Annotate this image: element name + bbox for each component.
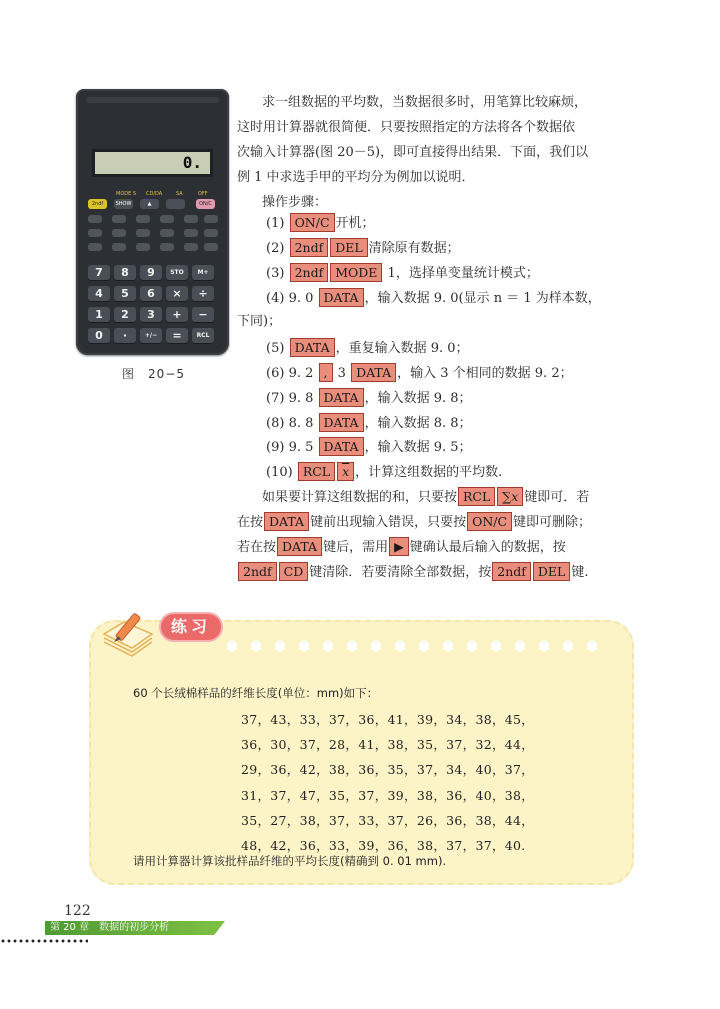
para-text: 键前出现输入错误，只要按 (310, 515, 467, 530)
key-data: DATA (319, 388, 364, 407)
key-2ndf: 2ndf (290, 263, 329, 282)
key-comma: , (319, 363, 333, 382)
step-text: 开机； (335, 216, 375, 231)
step-2 (266, 238, 460, 258)
key-rcl: RCL (458, 487, 495, 506)
step-value: 8. 8 (288, 416, 314, 431)
para2-line-1 (262, 487, 589, 507)
calc-key-up: ▲ (140, 199, 159, 209)
key-data: DATA (319, 413, 364, 432)
step-text: ，输入数据 9. 8； (364, 391, 472, 406)
data-row: 29，36，42，38，36，35，37，34，40，37， (241, 762, 535, 777)
step-text: ，输入数据 9. 0(显示 n ＝ 1 为样本数， (364, 291, 601, 306)
mode-label: OFF (198, 191, 208, 197)
mode-label: SA (176, 191, 183, 197)
calc-key-fn (204, 215, 218, 223)
step-value: 3 (337, 366, 346, 381)
calc-key-fn (184, 229, 198, 237)
step-text: ，重复输入数据 9. 0； (335, 341, 469, 356)
step-text: ，输入数据 8. 8； (364, 416, 472, 431)
calc-key-fn (112, 215, 126, 223)
mode-label: MODE S (116, 191, 137, 197)
key-x-bar: $\overline{x}$ (337, 462, 354, 481)
step-value: 9. 5 (288, 440, 314, 455)
mode-label: CD/DA (146, 191, 163, 197)
key-data: DATA (351, 363, 396, 382)
key-rcl: RCL (298, 462, 335, 481)
intro-line: 这时用计算器就很简便．只要按照指定的方法将各个数据依 (237, 120, 576, 135)
data-row: 37，43，33，37，36，41，39，34，38，45， (241, 712, 535, 727)
intro-line: 例 1 中求选手甲的平均分为例加以说明． (237, 170, 475, 185)
calc-key-rcl: RCL (192, 328, 214, 343)
calc-key-fn (88, 215, 102, 223)
calc-key-fn (184, 215, 198, 223)
step-1 (266, 213, 375, 233)
calc-key-sign: +/− (140, 328, 162, 343)
step-10 (266, 462, 502, 482)
para-text: 键清除．若要清除全部数据，按 (309, 565, 492, 580)
calc-key-9: 9 (140, 265, 162, 280)
step-number: (8) (266, 416, 285, 431)
key-data: DATA (264, 512, 309, 531)
para2-line-2 (237, 512, 591, 532)
calc-key-4: 4 (88, 286, 110, 301)
calc-key-fn (112, 243, 126, 251)
key-sum-x: ∑x (497, 487, 523, 506)
calc-key-0: 0 (88, 328, 110, 343)
calc-key-divide: ÷ (192, 286, 214, 301)
calc-key-fn (112, 229, 126, 237)
step-3 (266, 263, 539, 283)
notebook-pencil-icon (98, 604, 160, 662)
page-number: 122 (64, 903, 91, 919)
calc-key-6: 6 (140, 286, 162, 301)
calculator-brand-strip (86, 97, 219, 103)
calc-key-times: × (166, 286, 188, 301)
chapter-label: 第 20 章 数据的初步分析 (50, 922, 170, 933)
calc-key-8: 8 (114, 265, 136, 280)
step-8 (266, 413, 472, 433)
steps-title: 操作步骤： (262, 195, 328, 210)
calc-key-fn (160, 229, 174, 237)
calc-key-sto: STO (166, 265, 188, 280)
step-value: 9. 2 (288, 366, 314, 381)
para2-line-3 (237, 537, 566, 557)
key-2ndf: 2ndf (492, 562, 531, 581)
step-number: (6) (266, 366, 285, 381)
key-on-c: ON/C (467, 512, 512, 531)
calc-key-equals: = (166, 328, 188, 343)
para-text: 在按 (237, 515, 264, 530)
exercise-intro: 60 个长绒棉样品的纤维长度(单位：mm)如下： (133, 686, 379, 700)
step-value: 9. 8 (288, 391, 314, 406)
key-data: DATA (319, 288, 364, 307)
calc-key-blank (166, 199, 185, 209)
key-2ndf: 2ndf (238, 562, 277, 581)
calculator-display: 0. (92, 149, 213, 177)
para-text: 如果要计算这组数据的和，只要按 (262, 490, 458, 505)
step-number: (7) (266, 391, 285, 406)
key-data: DATA (290, 338, 335, 357)
para-text: 若在按 (237, 540, 277, 555)
step-number: (3) (266, 266, 285, 281)
para-text: 键确认最后输入的数据，按 (409, 540, 566, 555)
step-text: ，计算这组数据的平均数. (355, 465, 503, 480)
para-text: 键. (571, 565, 589, 580)
key-del: DEL (533, 562, 570, 581)
calc-key-fn (160, 215, 174, 223)
key-del: DEL (330, 238, 367, 257)
step-number: (1) (266, 216, 285, 231)
calc-key-plus: + (166, 307, 188, 322)
calc-key-on: ON/C (196, 199, 215, 209)
key-data: DATA (277, 537, 322, 556)
step-number: (9) (266, 440, 285, 455)
key-2ndf: 2ndf (290, 238, 329, 257)
para-text: 键后，需用 (323, 540, 389, 555)
step-4-continued: 下同)； (237, 314, 282, 329)
key-data: DATA (319, 437, 364, 456)
calc-key-dot: · (114, 328, 136, 343)
step-text: 1，选择单变量统计模式； (387, 266, 539, 281)
para-text: 键即可删除； (513, 515, 592, 530)
figure-caption: 图 20−5 (122, 367, 185, 381)
calc-key-1: 1 (88, 307, 110, 322)
intro-line: 次输入计算器(图 20－5)，即可直接得出结果．下面，我们以 (237, 145, 589, 160)
step-6 (266, 363, 573, 383)
step-5 (266, 338, 469, 358)
step-number: (10) (266, 465, 293, 480)
data-row: 31，37，47，35，37，39，38，36，40，38， (241, 788, 535, 803)
decorative-dots (220, 639, 600, 653)
step-4 (266, 288, 601, 308)
step-7 (266, 388, 472, 408)
key-on-c: ON/C (290, 213, 335, 232)
key-cd: CD (279, 562, 309, 581)
step-number: (4) (266, 291, 285, 306)
calc-key-minus: − (192, 307, 214, 322)
key-right-arrow: ▶ (389, 537, 409, 556)
calc-key-fn (184, 243, 198, 251)
calc-key-show: SHOW (115, 201, 132, 207)
para-text: 键即可．若 (524, 490, 590, 505)
calc-key-fn (204, 243, 218, 251)
calc-key-fn (136, 229, 150, 237)
para2-line-4 (237, 562, 588, 582)
data-row: 36，30，37，28，41，38，35，37，32，44， (241, 737, 535, 752)
calc-key-7: 7 (88, 265, 110, 280)
intro-line: 求一组数据的平均数，当数据很多时，用笔算比较麻烦， (262, 95, 588, 110)
calc-key-2: 2 (114, 307, 136, 322)
data-row: 35，27，38，37，33，37，26，36，38，44， (241, 813, 535, 828)
calc-key-fn (88, 243, 102, 251)
step-9 (266, 437, 472, 457)
calc-key-2ndf: 2ndf (88, 199, 107, 209)
step-number: (5) (266, 341, 285, 356)
footer-dotted-line (0, 939, 88, 943)
step-text: 清除原有数据； (368, 241, 460, 256)
calc-key-mplus: M+ (192, 265, 214, 280)
calc-key-3: 3 (140, 307, 162, 322)
step-value: 9. 0 (288, 291, 314, 306)
calculator-image (76, 89, 229, 355)
step-number: (2) (266, 241, 285, 256)
exercise-question: 请用计算器计算该批样品纤维的平均长度(精确到 0. 01 mm). (133, 854, 447, 868)
calc-key-5: 5 (114, 286, 136, 301)
key-mode: MODE (330, 263, 382, 282)
calc-key-fn (88, 229, 102, 237)
calc-key-fn (136, 243, 150, 251)
calc-key-fn (204, 229, 218, 237)
step-text: ，输入 3 个相同的数据 9. 2； (397, 366, 573, 381)
step-text: ，输入数据 9. 5； (364, 440, 472, 455)
calc-key-fn (160, 243, 174, 251)
exercise-badge: 练习 (161, 614, 221, 640)
data-row: 48，42，36，33，39，36，38，37，37，40. (241, 838, 526, 853)
calc-key-fn (136, 215, 150, 223)
